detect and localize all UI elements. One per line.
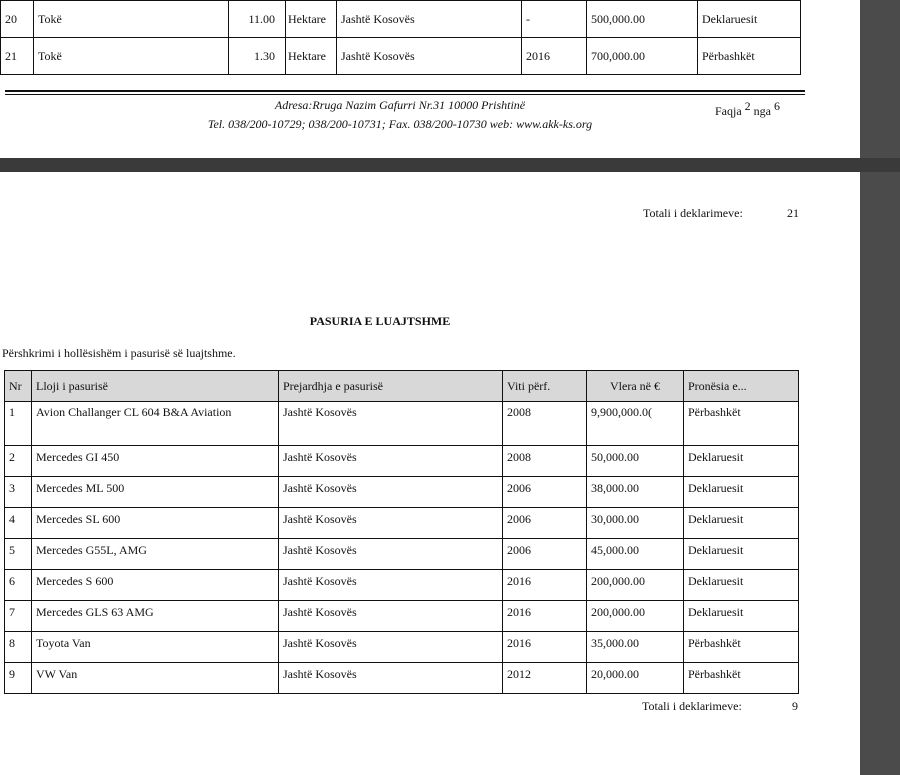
- total-declarations-value: 21: [787, 206, 799, 220]
- section-description: Përshkrimi i hollësishëm i pasurisë së luajtshme.: [2, 346, 236, 360]
- viewer-scroll-gutter: [862, 0, 900, 775]
- document-page-2: [0, 0, 860, 158]
- cell-origin: Jashtë Kosovës: [279, 539, 503, 570]
- footer-address: Adresa:Rruga Nazim Gafurri Nr.31 10000 Prishtinë: [274, 98, 526, 112]
- cell-unit: Hektare: [286, 38, 337, 75]
- cell-type: Avion Challanger CL 604 B&A Aviation: [32, 402, 279, 446]
- table-row: [5, 446, 799, 477]
- cell-owner: Deklaruesit: [684, 601, 799, 632]
- page-sep: nga: [753, 104, 771, 118]
- table-row: [5, 539, 799, 570]
- cell-origin: Jashtë Kosovës: [279, 601, 503, 632]
- cell-owner: Përbashkët: [684, 402, 799, 446]
- cell-origin: Jashtë Kosovës: [279, 570, 503, 601]
- cell-owner: Deklaruesit: [684, 539, 799, 570]
- page-total: 6: [774, 99, 780, 113]
- cell-value: 45,000.00: [587, 539, 684, 570]
- cell-value: 38,000.00: [587, 477, 684, 508]
- cell-owner: Deklaruesit: [698, 1, 801, 38]
- cell-year: 2012: [503, 663, 587, 694]
- header-year: Viti përf.: [503, 371, 587, 402]
- cell-owner: Përbashkët: [698, 38, 801, 75]
- cell-type: VW Van: [32, 663, 279, 694]
- cell-year: 2016: [503, 601, 587, 632]
- movable-property-table: [4, 370, 799, 694]
- cell-value: 9,900,000.0(: [587, 402, 684, 446]
- cell-type: Mercedes GLS 63 AMG: [32, 601, 279, 632]
- cell-type: Tokë: [34, 1, 229, 38]
- cell-type: Mercedes SL 600: [32, 508, 279, 539]
- cell-value: 200,000.00: [587, 601, 684, 632]
- cell-owner: Përbashkët: [684, 632, 799, 663]
- cell-value: 700,000.00: [587, 38, 698, 75]
- table-row: [5, 663, 799, 694]
- header-type: Lloji i pasurisë: [32, 371, 279, 402]
- cell-nr: 2: [5, 446, 32, 477]
- table-row: [1, 1, 801, 38]
- cell-owner: Deklaruesit: [684, 508, 799, 539]
- cell-nr: 1: [5, 402, 32, 446]
- cell-nr: 5: [5, 539, 32, 570]
- cell-value: 50,000.00: [587, 446, 684, 477]
- cell-owner: Deklaruesit: [684, 477, 799, 508]
- footer-divider: [5, 90, 805, 92]
- cell-year: -: [522, 1, 587, 38]
- cell-origin: Jashtë Kosovës: [279, 446, 503, 477]
- cell-type: Tokë: [34, 38, 229, 75]
- cell-year: 2006: [503, 477, 587, 508]
- cell-owner: Përbashkët: [684, 663, 799, 694]
- table-header-row: [5, 371, 799, 402]
- cell-origin: Jashtë Kosovës: [279, 632, 503, 663]
- immovable-property-table: [0, 0, 801, 75]
- cell-year: 2016: [503, 570, 587, 601]
- cell-owner: Deklaruesit: [684, 570, 799, 601]
- cell-origin: Jashtë Kosovës: [279, 402, 503, 446]
- cell-value: 35,000.00: [587, 632, 684, 663]
- cell-origin: Jashtë Kosovës: [279, 663, 503, 694]
- total-declarations-label: Totali i deklarimeve:: [643, 206, 743, 220]
- header-value: Vlera në €: [587, 371, 684, 402]
- cell-nr: 4: [5, 508, 32, 539]
- cell-type: Toyota Van: [32, 632, 279, 663]
- page-current: 2: [744, 99, 751, 113]
- header-nr: Nr: [5, 371, 32, 402]
- cell-origin: Jashtë Kosovës: [337, 38, 522, 75]
- cell-type: Mercedes ML 500: [32, 477, 279, 508]
- table-row: [5, 402, 799, 446]
- table-row: [5, 632, 799, 663]
- cell-type: Mercedes GI 450: [32, 446, 279, 477]
- cell-nr: 6: [5, 570, 32, 601]
- cell-origin: Jashtë Kosovës: [279, 477, 503, 508]
- cell-year: 2016: [522, 38, 587, 75]
- page-separator: [0, 158, 900, 172]
- cell-unit: Hektare: [286, 1, 337, 38]
- cell-value: 30,000.00: [587, 508, 684, 539]
- footer-address-block: [180, 96, 620, 134]
- cell-year: 2008: [503, 446, 587, 477]
- cell-amount: 11.00: [229, 1, 286, 38]
- table-row: [5, 601, 799, 632]
- cell-year: 2008: [503, 402, 587, 446]
- cell-value: 20,000.00: [587, 663, 684, 694]
- cell-value: 500,000.00: [587, 1, 698, 38]
- cell-origin: Jashtë Kosovës: [279, 508, 503, 539]
- section-title: PASURIA E LUAJTSHME: [309, 314, 451, 328]
- cell-amount: 1.30: [229, 38, 286, 75]
- cell-value: 200,000.00: [587, 570, 684, 601]
- cell-type: Mercedes G55L, AMG: [32, 539, 279, 570]
- cell-nr: 3: [5, 477, 32, 508]
- header-owner: Pronësia e...: [684, 371, 799, 402]
- table-row: [5, 477, 799, 508]
- cell-nr: 7: [5, 601, 32, 632]
- total-movable-label: Totali i deklarimeve:: [642, 699, 742, 713]
- cell-year: 2016: [503, 632, 587, 663]
- footer-contacts: Tel. 038/200-10729; 038/200-10731; Fax. 038/200-10730 web: www.akk-ks.org: [207, 117, 593, 131]
- footer-divider-thin: [5, 94, 805, 95]
- table-row: [5, 570, 799, 601]
- cell-nr: 21: [1, 38, 34, 75]
- cell-origin: Jashtë Kosovës: [337, 1, 522, 38]
- cell-owner: Deklaruesit: [684, 446, 799, 477]
- page-number: [715, 99, 780, 119]
- page-label: Faqja: [715, 104, 742, 118]
- header-origin: Prejardhja e pasurisë: [279, 371, 503, 402]
- table-row: [5, 508, 799, 539]
- cell-nr: 9: [5, 663, 32, 694]
- total-movable-value: 9: [792, 699, 798, 713]
- table-row: [1, 38, 801, 75]
- cell-type: Mercedes S 600: [32, 570, 279, 601]
- cell-year: 2006: [503, 508, 587, 539]
- cell-nr: 8: [5, 632, 32, 663]
- cell-nr: 20: [1, 1, 34, 38]
- cell-year: 2006: [503, 539, 587, 570]
